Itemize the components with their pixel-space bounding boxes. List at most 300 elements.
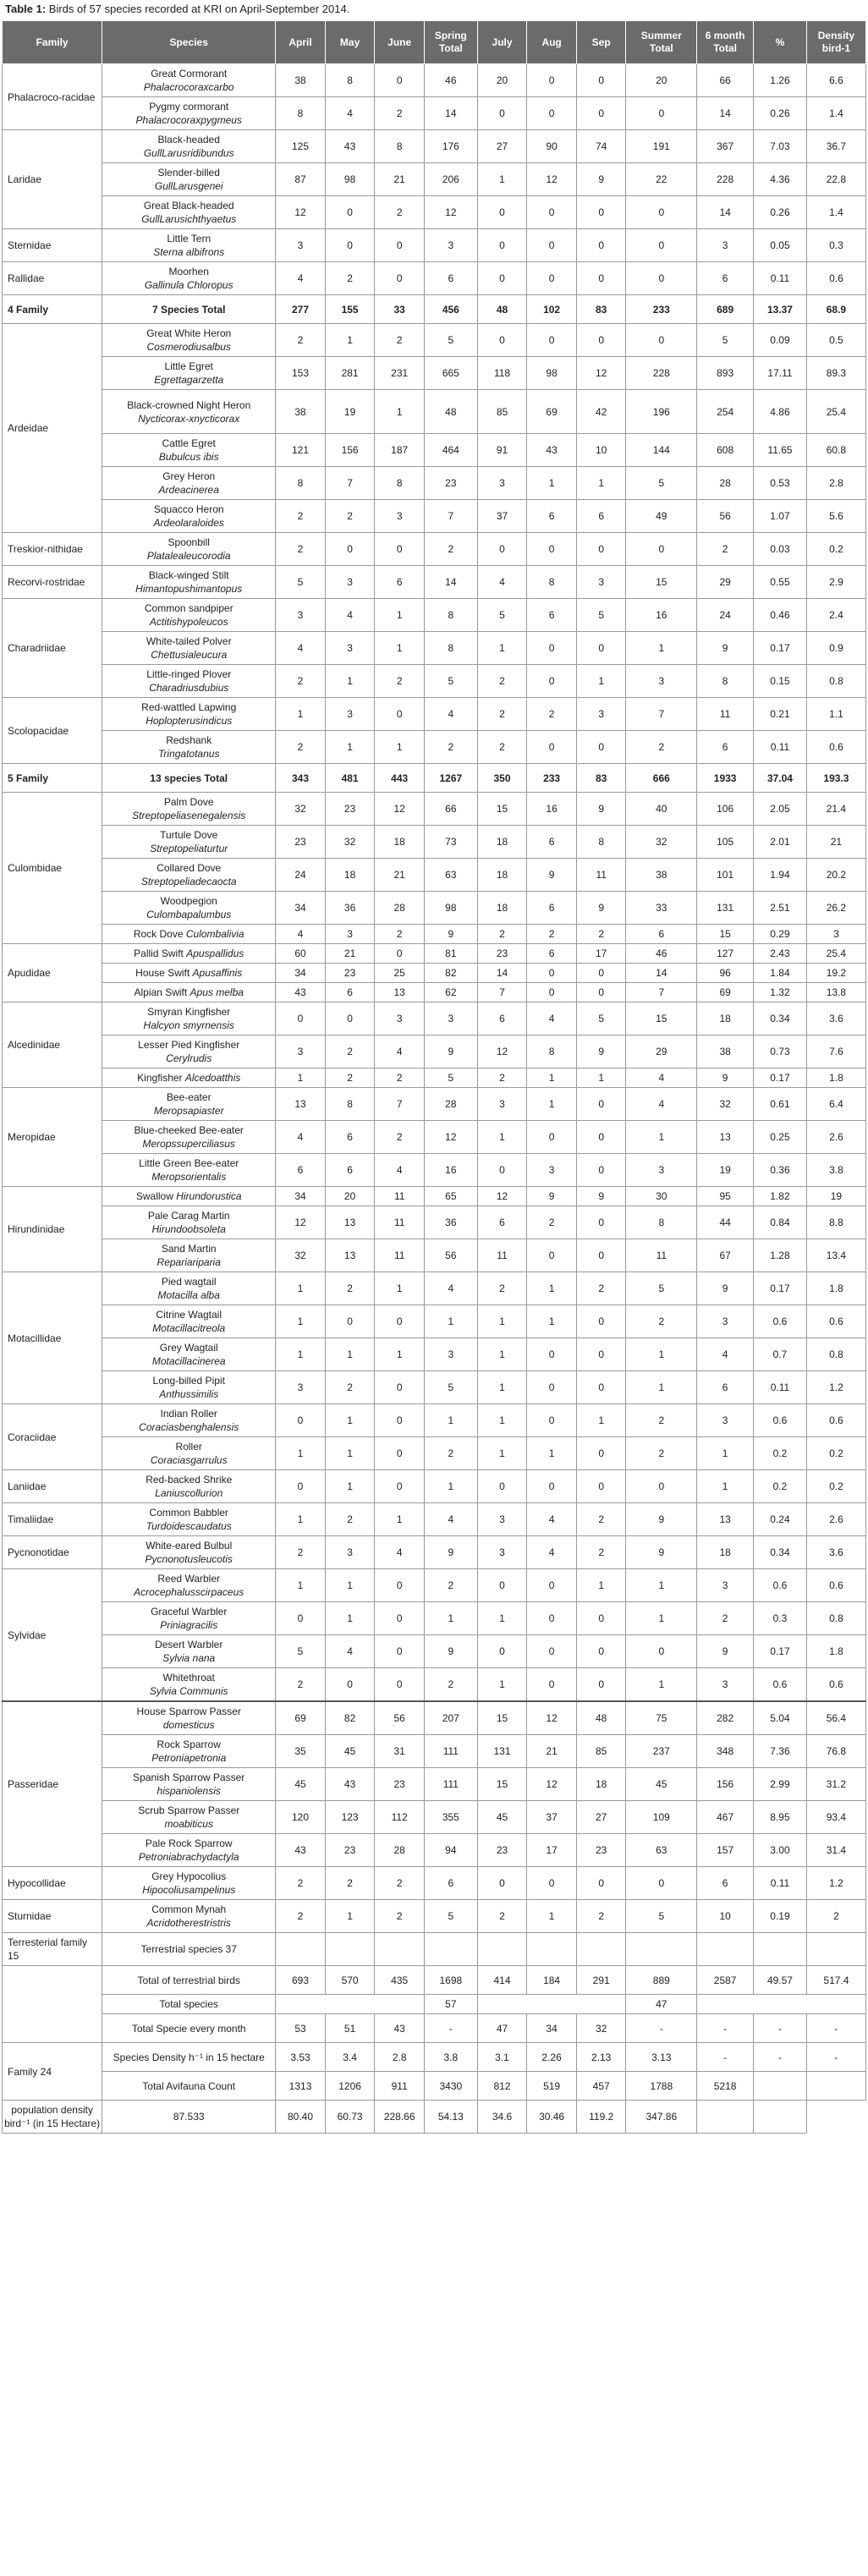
value-cell: 570 (325, 1966, 375, 1995)
value-cell: 6 (697, 262, 754, 295)
value-cell: 1 (477, 632, 527, 665)
species-scientific-name: Phalacrocoraxpygmeus (135, 114, 242, 126)
value-cell: 0.19 (754, 1900, 807, 1933)
value-cell: 0 (477, 1867, 527, 1900)
value-cell: 0.11 (754, 1867, 807, 1900)
family-cell: Sylvidae (3, 1569, 102, 1702)
value-cell: 14 (477, 964, 527, 983)
value-cell: 0 (527, 964, 577, 983)
species-cell (102, 731, 276, 764)
value-cell: 2.4 (806, 599, 865, 632)
species-cell (102, 764, 276, 793)
column-header: Density bird-1 (806, 21, 865, 64)
value-cell: 443 (375, 764, 425, 793)
value-cell: 69 (276, 1701, 326, 1735)
value-cell: 12 (276, 1206, 326, 1239)
summary-label: Total species (102, 1995, 276, 2014)
value-cell: 0.55 (754, 566, 807, 599)
value-cell: 43 (325, 1768, 375, 1801)
value-cell: 7.03 (754, 130, 807, 163)
value-cell: 0 (576, 229, 626, 262)
value-cell: 2 (477, 1900, 527, 1933)
value-cell: 2 (626, 1404, 697, 1437)
value-cell: 0.46 (754, 599, 807, 632)
value-cell: 2 (375, 324, 425, 357)
value-cell: 65 (424, 1187, 477, 1206)
value-cell: 1 (276, 1272, 326, 1305)
value-cell: 23 (375, 1768, 425, 1801)
value-cell: 1 (276, 1503, 326, 1536)
value-cell: 9 (576, 163, 626, 196)
value-cell: 9 (424, 1536, 477, 1569)
species-cell (102, 1154, 276, 1187)
value-cell: 18 (325, 859, 375, 892)
value-cell: 8 (276, 97, 326, 130)
value-cell: 0 (375, 533, 425, 566)
species-scientific-name: Streptopeliasenegalensis (132, 810, 246, 821)
value-cell: 87 (276, 163, 326, 196)
value-cell: 0 (527, 1668, 577, 1702)
value-cell: 7 (325, 467, 375, 500)
value-cell: 812 (477, 2072, 527, 2101)
value-cell: 8 (375, 467, 425, 500)
value-cell: 2.8 (375, 2043, 425, 2072)
value-cell: 8 (424, 632, 477, 665)
value-cell: 21 (375, 163, 425, 196)
value-cell: 0 (576, 1239, 626, 1272)
value-cell: 0.6 (806, 731, 865, 764)
value-cell: 2 (325, 1272, 375, 1305)
value-cell: 0.09 (754, 324, 807, 357)
species-cell (102, 1239, 276, 1272)
species-scientific-name: Pycnonotusleucotis (145, 1553, 233, 1565)
value-cell: 2 (576, 1272, 626, 1305)
species-common-name: Redshank (166, 734, 212, 746)
table-row (3, 665, 866, 698)
table-row (3, 357, 866, 390)
value-cell: 2.13 (576, 2043, 626, 2072)
species-cell (102, 632, 276, 665)
value-cell: 8 (325, 1088, 375, 1121)
value-cell: 1267 (424, 764, 477, 793)
value-cell: 3.8 (424, 2043, 477, 2072)
value-cell: 34 (276, 892, 326, 925)
table-row (3, 1834, 866, 1867)
value-cell: 2 (276, 665, 326, 698)
family-cell: Passeridae (3, 1701, 102, 1867)
value-cell: 0.3 (754, 1602, 807, 1635)
species-scientific-name: Platalealeucorodia (146, 550, 231, 562)
value-cell: 87.533 (102, 2101, 276, 2134)
table-row (3, 1437, 866, 1470)
value-cell: 517.4 (806, 1966, 865, 1995)
value-cell (697, 1933, 754, 1966)
value-cell: 2 (697, 533, 754, 566)
species-scientific-name: Petroniapetronia (151, 1752, 227, 1764)
column-header: Sep (576, 21, 626, 64)
value-cell: 0.2 (754, 1470, 807, 1503)
family-cell: Charadriidae (3, 599, 102, 698)
value-cell: 0 (477, 97, 527, 130)
value-cell: 38 (697, 1035, 754, 1068)
value-cell: 21 (375, 859, 425, 892)
species-common-name: Kingfisher (137, 1072, 183, 1084)
value-cell: 45 (276, 1768, 326, 1801)
species-scientific-name: Culombalivia (185, 928, 244, 940)
value-cell: 0.2 (806, 533, 865, 566)
table-row (3, 1154, 866, 1187)
value-cell: 45 (626, 1768, 697, 1801)
species-scientific-name: Halcyon smyrnensis (143, 1019, 234, 1031)
species-scientific-name: Tringatotanus (157, 748, 220, 760)
value-cell: 118 (477, 357, 527, 390)
family-cell: Hypocollidae (3, 1867, 102, 1900)
value-cell: 0.3 (806, 229, 865, 262)
species-scientific-name: Nycticorax-xnycticorax (138, 412, 240, 425)
value-cell: 34 (276, 964, 326, 983)
value-cell: 2.99 (754, 1768, 807, 1801)
species-common-name: Blue-cheeked Bee-eater (134, 1124, 244, 1136)
value-cell: 0.36 (754, 1154, 807, 1187)
value-cell: 0 (527, 1470, 577, 1503)
family-cell: 4 Family (3, 295, 102, 324)
value-cell: 54.13 (424, 2101, 477, 2134)
value-cell: 44 (697, 1206, 754, 1239)
value-cell: 12 (375, 793, 425, 826)
species-common-name: Little Egret (164, 360, 213, 372)
species-scientific-name: domesticus (162, 1719, 215, 1731)
species-cell (102, 1121, 276, 1154)
value-cell: 3 (424, 229, 477, 262)
value-cell: 60 (276, 944, 326, 964)
species-scientific-name: Repariariparia (157, 1256, 221, 1268)
value-cell: 4 (276, 262, 326, 295)
species-common-name: Common Babbler (149, 1507, 228, 1519)
value-cell: 1.28 (754, 1239, 807, 1272)
value-cell (754, 2101, 807, 2134)
value-cell: 0 (375, 1635, 425, 1668)
value-cell: 0 (527, 1602, 577, 1635)
value-cell: 3 (325, 566, 375, 599)
value-cell: 60.73 (325, 2101, 375, 2134)
value-cell: 5 (424, 1900, 477, 1933)
value-cell: 144 (626, 434, 697, 467)
value-cell: 9 (626, 1503, 697, 1536)
family-cell: Pycnonotidae (3, 1536, 102, 1569)
value-cell: 12 (576, 357, 626, 390)
value-cell: 4 (626, 1068, 697, 1088)
column-header: Family (3, 21, 102, 64)
value-cell: 74 (576, 130, 626, 163)
value-cell: 1 (325, 1569, 375, 1602)
value-cell: 15 (626, 566, 697, 599)
value-cell: 0.6 (754, 1404, 807, 1437)
value-cell: 0 (576, 64, 626, 97)
species-common-name: House Swift (135, 967, 190, 979)
value-cell: 10 (697, 1900, 754, 1933)
value-cell: 3 (576, 566, 626, 599)
value-cell: 3 (697, 1305, 754, 1338)
value-cell: 9 (424, 925, 477, 944)
column-header: July (477, 21, 527, 64)
species-cell (102, 1966, 276, 1995)
species-cell (102, 826, 276, 859)
value-cell: 0.6 (806, 1668, 865, 1702)
value-cell: 28 (424, 1088, 477, 1121)
species-cell (102, 1272, 276, 1305)
table-row (3, 983, 866, 1002)
value-cell: 28 (697, 467, 754, 500)
species-common-name: Collared Dove (157, 862, 222, 874)
table-row (3, 566, 866, 599)
species-cell (102, 1068, 276, 1088)
value-cell: 1933 (697, 764, 754, 793)
value-cell: 111 (424, 1735, 477, 1768)
value-cell: 13.4 (806, 1239, 865, 1272)
value-cell: 3 (477, 467, 527, 500)
column-header: % (754, 21, 807, 64)
value-cell: 18 (576, 1768, 626, 1801)
value-cell: 31.2 (806, 1768, 865, 1801)
value-cell: 3 (477, 1088, 527, 1121)
table-row (3, 1602, 866, 1635)
table-row (3, 1305, 866, 1338)
value-cell: 23 (276, 826, 326, 859)
value-cell: 18 (477, 892, 527, 925)
value-cell: 2 (576, 925, 626, 944)
value-cell: - (697, 2014, 754, 2043)
table-row (3, 262, 866, 295)
table-caption (2, 0, 866, 20)
value-cell: 1313 (276, 2072, 326, 2101)
family-cell: Coraciidae (3, 1404, 102, 1470)
value-cell: 0 (527, 1338, 577, 1371)
species-common-name: Squacco Heron (153, 503, 224, 515)
value-cell: 0 (576, 1121, 626, 1154)
value-cell: 0.17 (754, 1068, 807, 1088)
value-cell: 2.05 (754, 793, 807, 826)
species-cell (102, 130, 276, 163)
value-cell: 2 (527, 698, 577, 731)
species-common-name: House Sparrow Passer (136, 1705, 241, 1717)
value-cell: 2 (697, 1602, 754, 1635)
value-cell: 0.6 (754, 1305, 807, 1338)
value-cell: 0 (527, 665, 577, 698)
value-cell: 0.25 (754, 1121, 807, 1154)
species-scientific-name: GullLarusridibundus (143, 147, 234, 159)
value-cell: 1 (375, 1338, 425, 1371)
value-cell: 3 (276, 229, 326, 262)
species-scientific-name: Gallinula Chloropus (144, 279, 233, 291)
value-cell: 0.2 (754, 1437, 807, 1470)
value-cell: 16 (626, 599, 697, 632)
value-cell (806, 1933, 865, 1966)
table-row (3, 599, 866, 632)
value-cell: 13 (375, 983, 425, 1002)
value-cell: 123 (325, 1801, 375, 1834)
value-cell: 2 (276, 533, 326, 566)
value-cell: 0 (576, 1338, 626, 1371)
species-common-name: Woodpegion (160, 895, 217, 907)
species-scientific-name: moabiticus (164, 1818, 213, 1830)
value-cell: 4 (527, 1002, 577, 1035)
species-common-name: Pale Carag Martin (147, 1210, 230, 1222)
value-cell: 1.84 (754, 964, 807, 983)
value-cell: 187 (375, 434, 425, 467)
value-cell: 156 (325, 434, 375, 467)
value-cell: 9 (576, 892, 626, 925)
table-row (3, 1966, 866, 1995)
column-header: May (325, 21, 375, 64)
species-scientific-name: Ardeacinerea (158, 484, 219, 496)
species-common-name: Reed Warbler (157, 1573, 221, 1585)
table-row (3, 1735, 866, 1768)
value-cell: 2 (375, 1121, 425, 1154)
value-cell: 2 (276, 1536, 326, 1569)
value-cell: 45 (477, 1801, 527, 1834)
value-cell: 0.8 (806, 1338, 865, 1371)
species-cell (102, 295, 276, 324)
value-cell: 23 (325, 793, 375, 826)
species-scientific-name: Motacillacitreola (152, 1322, 226, 1334)
value-cell: 1 (276, 1338, 326, 1371)
value-cell: 2.9 (806, 566, 865, 599)
family-cell: Ardeidae (3, 324, 102, 533)
value-cell: 6 (477, 1206, 527, 1239)
value-cell: 0.6 (806, 1569, 865, 1602)
species-scientific-name: Priniagracilis (160, 1619, 218, 1631)
species-scientific-name: Anthussimilis (159, 1388, 219, 1400)
species-scientific-name: Sterna albifrons (153, 246, 225, 258)
species-cell (102, 1668, 276, 1702)
value-cell: 1 (276, 1068, 326, 1088)
value-cell: 6.6 (806, 64, 865, 97)
value-cell: 2 (424, 731, 477, 764)
summary-label: Total Avifauna Count (102, 2072, 276, 2101)
value-cell: 1788 (626, 2072, 697, 2101)
value-cell: 0 (527, 1404, 577, 1437)
family-cell: Culombidae (3, 793, 102, 944)
value-cell: 0 (626, 262, 697, 295)
value-cell: 0 (527, 983, 577, 1002)
value-cell: 2 (375, 925, 425, 944)
species-scientific-name: Streptopeliaturtur (150, 843, 228, 854)
value-cell: 5218 (697, 2072, 754, 2101)
value-cell: 2.51 (754, 892, 807, 925)
table-row (3, 731, 866, 764)
value-cell: 5 (424, 665, 477, 698)
value-cell: 9 (576, 793, 626, 826)
table-row (3, 764, 866, 793)
species-common-name: Pale Rock Sparrow (145, 1837, 233, 1849)
table-row (3, 1801, 866, 1834)
value-cell: 6 (527, 500, 577, 533)
species-cell (102, 698, 276, 731)
value-cell: 56 (375, 1701, 425, 1735)
species-cell (102, 1404, 276, 1437)
species-cell (102, 1701, 276, 1735)
value-cell: 8 (276, 467, 326, 500)
value-cell: 66 (697, 64, 754, 97)
value-cell: 85 (576, 1735, 626, 1768)
value-cell: 2587 (697, 1966, 754, 1995)
value-cell: 9 (424, 1035, 477, 1068)
value-cell: 693 (276, 1966, 326, 1995)
value-cell: 8 (527, 566, 577, 599)
value-cell: 350 (477, 764, 527, 793)
value-cell: 28 (375, 892, 425, 925)
table-row (3, 1035, 866, 1068)
value-cell: 8 (375, 130, 425, 163)
value-cell: 2 (276, 731, 326, 764)
value-cell: 69 (697, 983, 754, 1002)
value-cell: 8 (424, 599, 477, 632)
species-cell (102, 1002, 276, 1035)
table-row (3, 1187, 866, 1206)
value-cell: 20.2 (806, 859, 865, 892)
species-cell (102, 262, 276, 295)
value-cell: 233 (527, 764, 577, 793)
value-cell: 9 (697, 1635, 754, 1668)
value-cell: 6 (527, 892, 577, 925)
value-cell: 0 (527, 632, 577, 665)
value-cell: 1 (527, 1272, 577, 1305)
value-cell: 2.6 (806, 1121, 865, 1154)
value-cell: 0 (477, 324, 527, 357)
value-cell: 18 (477, 859, 527, 892)
value-cell: 8.95 (754, 1801, 807, 1834)
table-row (3, 1867, 866, 1900)
table-row (3, 1272, 866, 1305)
value-cell: 367 (697, 130, 754, 163)
value-cell: 15 (626, 1002, 697, 1035)
value-cell: 4 (424, 1272, 477, 1305)
species-scientific-name: Sylvia nana (162, 1652, 216, 1664)
species-scientific-name: Culombapalumbus (146, 909, 232, 920)
value-cell: 207 (424, 1701, 477, 1735)
species-scientific-name: Motacilla alba (157, 1289, 220, 1301)
family-cell (3, 1966, 102, 2043)
value-cell: 0.15 (754, 665, 807, 698)
table-row (3, 1239, 866, 1272)
value-cell: 7.6 (806, 1035, 865, 1068)
species-cell (102, 1933, 276, 1966)
value-cell: 119.2 (576, 2101, 626, 2134)
value-cell: 0.8 (806, 1602, 865, 1635)
summary-row-pop_density (3, 2101, 866, 2134)
value-cell: 1 (276, 698, 326, 731)
value-cell: 0 (576, 97, 626, 130)
value-cell: 2 (477, 665, 527, 698)
species-cell (102, 467, 276, 500)
species-cell (102, 390, 276, 434)
table-row (3, 130, 866, 163)
summary-label: Species Density h⁻¹ in 15 hectare (102, 2043, 276, 2072)
value-cell: 0 (576, 1470, 626, 1503)
value-cell: 47 (477, 2014, 527, 2043)
value-cell: 0 (576, 964, 626, 983)
value-cell: 665 (424, 357, 477, 390)
value-cell: 2 (276, 500, 326, 533)
value-cell: 0 (576, 1437, 626, 1470)
species-cell (102, 196, 276, 229)
value-cell: 0 (527, 731, 577, 764)
value-cell: 32 (276, 793, 326, 826)
value-cell: 0 (576, 1154, 626, 1187)
value-cell: 120 (276, 1801, 326, 1834)
value-cell: - (754, 2014, 807, 2043)
value-cell: 32 (626, 826, 697, 859)
